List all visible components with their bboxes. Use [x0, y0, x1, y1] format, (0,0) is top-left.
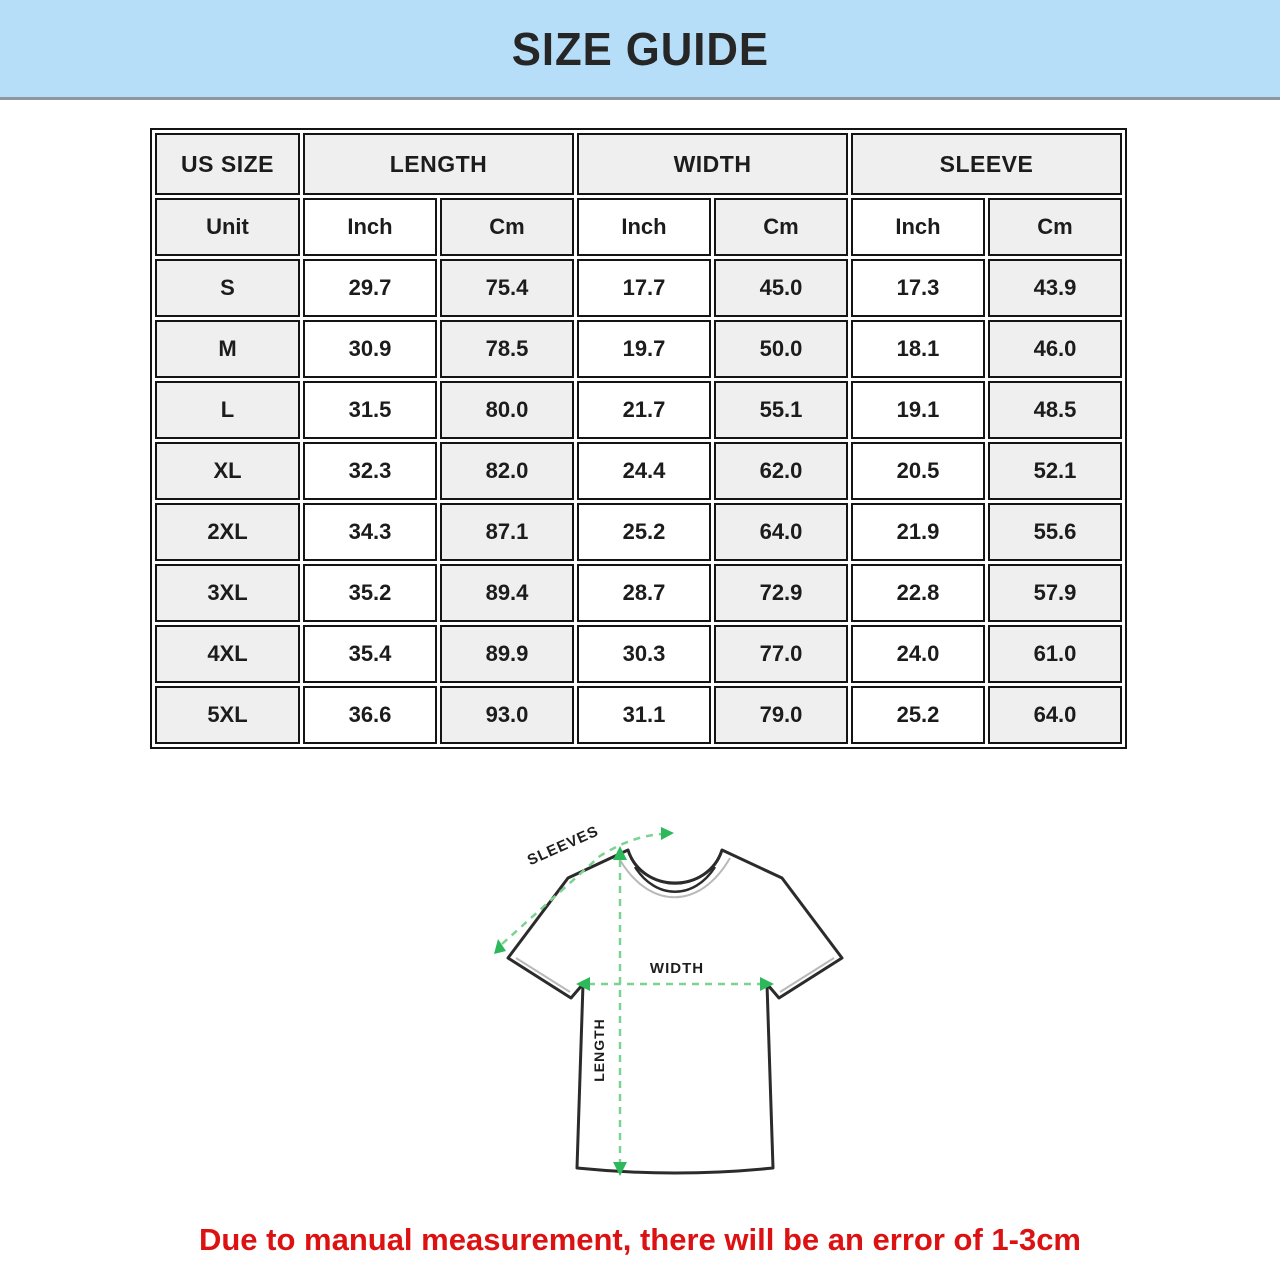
unit-header: Unit [155, 198, 300, 256]
measurement-value: 31.1 [577, 686, 711, 744]
measurement-value: 62.0 [714, 442, 848, 500]
measurement-value: 36.6 [303, 686, 437, 744]
measurement-value: 31.5 [303, 381, 437, 439]
tshirt-outline [508, 850, 842, 1173]
table-row [155, 625, 1122, 683]
table-row [155, 381, 1122, 439]
size-label: S [155, 259, 300, 317]
size-label: 5XL [155, 686, 300, 744]
size-table [150, 128, 1127, 749]
unit-cm-header: Cm [440, 198, 574, 256]
measurement-value: 24.4 [577, 442, 711, 500]
tshirt-measurement-diagram [470, 808, 890, 1220]
measurement-value: 80.0 [440, 381, 574, 439]
measurement-value: 19.7 [577, 320, 711, 378]
page-title: SIZE GUIDE [511, 22, 769, 75]
table-row [155, 686, 1122, 744]
banner [0, 0, 1280, 100]
measurement-value: 34.3 [303, 503, 437, 561]
col-header-sleeve: SLEEVE [851, 133, 1122, 195]
size-label: 4XL [155, 625, 300, 683]
width-label: WIDTH [649, 960, 705, 977]
size-label: L [155, 381, 300, 439]
col-header-length: LENGTH [303, 133, 574, 195]
measurement-value: 29.7 [303, 259, 437, 317]
table-row [155, 564, 1122, 622]
sleeves-arrowhead-end [661, 827, 674, 840]
measurement-value: 18.1 [851, 320, 985, 378]
measurement-value: 35.2 [303, 564, 437, 622]
size-label: XL [155, 442, 300, 500]
table-row [155, 259, 1122, 317]
col-header-width: WIDTH [577, 133, 848, 195]
measurement-value: 61.0 [988, 625, 1122, 683]
measurement-value: 22.8 [851, 564, 985, 622]
measurement-value: 89.9 [440, 625, 574, 683]
measurement-value: 28.7 [577, 564, 711, 622]
measurement-value: 55.1 [714, 381, 848, 439]
table-row [155, 442, 1122, 500]
table-group-header-row [155, 133, 1122, 195]
measurement-value: 78.5 [440, 320, 574, 378]
measurement-value: 79.0 [714, 686, 848, 744]
table-unit-row [155, 198, 1122, 256]
measurement-value: 72.9 [714, 564, 848, 622]
measurement-value: 46.0 [988, 320, 1122, 378]
measurement-value: 43.9 [988, 259, 1122, 317]
measurement-value: 21.7 [577, 381, 711, 439]
table-row [155, 503, 1122, 561]
measurement-value: 24.0 [851, 625, 985, 683]
unit-cm-header: Cm [714, 198, 848, 256]
measurement-value: 55.6 [988, 503, 1122, 561]
size-label: 3XL [155, 564, 300, 622]
measurement-value: 45.0 [714, 259, 848, 317]
measurement-value: 89.4 [440, 564, 574, 622]
measurement-value: 20.5 [851, 442, 985, 500]
table-row [155, 320, 1122, 378]
measurement-value: 17.7 [577, 259, 711, 317]
measurement-value: 50.0 [714, 320, 848, 378]
measurement-value: 21.9 [851, 503, 985, 561]
measurement-value: 93.0 [440, 686, 574, 744]
measurement-value: 35.4 [303, 625, 437, 683]
sleeves-label: SLEEVES [524, 822, 602, 870]
unit-inch-header: Inch [851, 198, 985, 256]
measurement-value: 77.0 [714, 625, 848, 683]
unit-inch-header: Inch [303, 198, 437, 256]
measurement-value: 75.4 [440, 259, 574, 317]
measurement-value: 32.3 [303, 442, 437, 500]
measurement-note: Due to manual measurement, there will be an error of 1-3cm [198, 1222, 1082, 1257]
size-label: M [155, 320, 300, 378]
measurement-value: 17.3 [851, 259, 985, 317]
col-header-us-size: US SIZE [155, 133, 300, 195]
unit-inch-header: Inch [577, 198, 711, 256]
measurement-value: 30.9 [303, 320, 437, 378]
length-label: LENGTH [591, 1018, 607, 1082]
measurement-value: 64.0 [714, 503, 848, 561]
measurement-value: 87.1 [440, 503, 574, 561]
size-label: 2XL [155, 503, 300, 561]
measurement-value: 25.2 [851, 686, 985, 744]
unit-cm-header: Cm [988, 198, 1122, 256]
measurement-value: 64.0 [988, 686, 1122, 744]
measurement-value: 30.3 [577, 625, 711, 683]
measurement-value: 82.0 [440, 442, 574, 500]
measurement-value: 52.1 [988, 442, 1122, 500]
measurement-value: 25.2 [577, 503, 711, 561]
measurement-value: 19.1 [851, 381, 985, 439]
measurement-value: 48.5 [988, 381, 1122, 439]
measurement-value: 57.9 [988, 564, 1122, 622]
